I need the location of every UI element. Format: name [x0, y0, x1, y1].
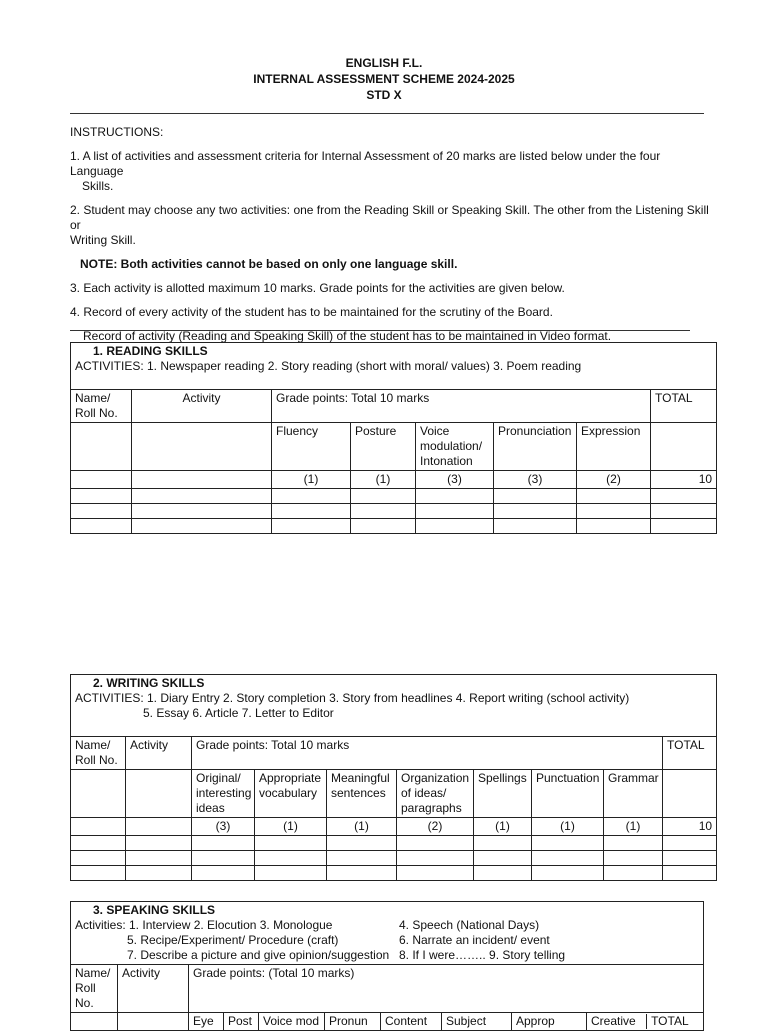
blank-cell — [71, 423, 132, 471]
writing-header-cell — [71, 675, 717, 737]
speaking-col-grade: Grade points: (Total 10 marks) — [189, 965, 704, 1013]
speaking-col-activity: Activity — [118, 965, 189, 1013]
table-row — [71, 519, 717, 534]
writing-col-total: TOTAL — [663, 737, 717, 770]
speaking-criterion: Approp — [512, 1013, 587, 1031]
writing-activities-2: 5. Essay 6. Article 7. Letter to Editor — [143, 706, 334, 720]
reading-col-total: TOTAL — [651, 390, 717, 423]
reading-criterion: Posture — [351, 423, 416, 471]
reading-col-grade: Grade points: Total 10 marks — [272, 390, 651, 423]
speaking-activities-1a: Activities: 1. Interview 2. Elocution 3. Monologue — [75, 918, 333, 932]
writing-mark: (1) — [604, 818, 663, 836]
speaking-skills-table — [70, 901, 704, 1031]
writing-mark: (1) — [327, 818, 397, 836]
header-divider — [70, 113, 704, 114]
instruction-4: 4. Record of every activity of the student has to be maintained for the scrutiny of the Board. — [70, 305, 553, 319]
reading-criterion: Expression — [577, 423, 651, 471]
instruction-2: 2. Student may choose any two activities: one from the Reading Skill or Speaking Skill. The other from the Listening Skill or Writing Skill. — [70, 203, 709, 247]
reading-criterion: Voice modulation/ Intonation — [416, 423, 494, 471]
instructions-heading: INSTRUCTIONS: — [70, 125, 164, 139]
writing-activities-1: ACTIVITIES: 1. Diary Entry 2. Story completion 3. Story from headlines 4. Report writing (school activity) — [75, 691, 630, 705]
blank-cell — [132, 471, 272, 489]
reading-criterion: Pronunciation — [494, 423, 577, 471]
reading-mark: (1) — [351, 471, 416, 489]
writing-criterion: Punctuation — [532, 770, 604, 818]
reading-mark: (2) — [577, 471, 651, 489]
reading-skills-table — [70, 342, 717, 534]
table-row — [71, 866, 717, 881]
blank-cell — [71, 770, 126, 818]
scheme-title: INTERNAL ASSESSMENT SCHEME 2024-2025 — [253, 72, 515, 86]
writing-mark: (3) — [192, 818, 255, 836]
writing-criterion: Meaningful sentences — [327, 770, 397, 818]
blank-cell — [663, 770, 717, 818]
table-row — [71, 489, 717, 504]
blank-cell — [126, 770, 192, 818]
speaking-activities-2a: 5. Recipe/Experiment/ Procedure (craft) — [127, 933, 339, 947]
instruction-note: NOTE: Both activities cannot be based on only one language skill. — [80, 257, 458, 271]
writing-criterion: Grammar — [604, 770, 663, 818]
reading-header-cell — [71, 343, 717, 390]
instruction-3: 3. Each activity is allotted maximum 10 marks. Grade points for the activities are given below. — [70, 281, 565, 295]
reading-mark: (3) — [494, 471, 577, 489]
reading-mark: (3) — [416, 471, 494, 489]
writing-criterion: Spellings — [474, 770, 532, 818]
speaking-activities-2b: 6. Narrate an incident/ event — [399, 933, 550, 947]
speaking-criterion: Post — [224, 1013, 259, 1031]
speaking-criterion: Subject — [442, 1013, 512, 1031]
speaking-criterion: Eye — [189, 1013, 224, 1031]
document-header — [0, 55, 768, 103]
blank-cell — [651, 423, 717, 471]
reading-mark: (1) — [272, 471, 351, 489]
instructions-divider — [70, 330, 690, 331]
writing-mark: (1) — [532, 818, 604, 836]
writing-title: 2. WRITING SKILLS — [93, 676, 205, 690]
writing-skills-table — [70, 674, 717, 881]
writing-criterion: Original/ interesting ideas — [192, 770, 255, 818]
writing-col-name: Name/ Roll No. — [71, 737, 126, 770]
speaking-activities-3a: 7. Describe a picture and give opinion/suggestion — [127, 948, 390, 962]
reading-title: 1. READING SKILLS — [93, 344, 208, 358]
reading-col-activity: Activity — [132, 390, 272, 423]
blank-cell — [132, 423, 272, 471]
blank-cell — [118, 1013, 189, 1031]
speaking-criterion: Creative TOTAL — [587, 1013, 704, 1031]
subject-title: ENGLISH F.L. — [345, 56, 423, 70]
writing-mark: (1) — [474, 818, 532, 836]
instruction-1: 1. A list of activities and assessment criteria for Internal Assessment of 20 marks are listed below under the four Language Skills. — [70, 149, 661, 193]
blank-cell — [126, 818, 192, 836]
standard-title: STD X — [366, 88, 402, 102]
table-row — [71, 504, 717, 519]
writing-col-activity: Activity — [126, 737, 192, 770]
writing-criterion: Organization of ideas/ paragraphs — [397, 770, 474, 818]
speaking-col-name: Name/ Roll No. — [71, 965, 118, 1013]
speaking-title: 3. SPEAKING SKILLS — [93, 903, 216, 917]
table-row — [71, 851, 717, 866]
reading-criterion: Fluency — [272, 423, 351, 471]
reading-col-name: Name/ Roll No. — [71, 390, 132, 423]
instructions — [70, 125, 710, 344]
reading-total-mark: 10 — [651, 471, 717, 489]
table-row — [71, 836, 717, 851]
speaking-header-cell — [71, 902, 704, 965]
speaking-criterion: Content — [381, 1013, 442, 1031]
speaking-activities-1b: 4. Speech (National Days) — [399, 918, 540, 932]
blank-cell — [71, 471, 132, 489]
writing-col-grade: Grade points: Total 10 marks — [192, 737, 663, 770]
blank-cell — [71, 1013, 118, 1031]
reading-activities: ACTIVITIES: 1. Newspaper reading 2. Story reading (short with moral/ values) 3. Poem reading — [75, 359, 582, 373]
writing-mark: (2) — [397, 818, 474, 836]
speaking-criterion: Voice mod — [259, 1013, 325, 1031]
writing-total-mark: 10 — [663, 818, 717, 836]
speaking-activities-3b: 8. If I were…….. 9. Story telling — [399, 948, 566, 962]
writing-mark: (1) — [255, 818, 327, 836]
writing-criterion: Appropriate vocabulary — [255, 770, 327, 818]
instruction-4-video: Record of activity (Reading and Speaking Skill) of the student has to be maintained in Video format. — [83, 329, 612, 343]
blank-cell — [71, 818, 126, 836]
speaking-criterion: Pronun — [325, 1013, 381, 1031]
